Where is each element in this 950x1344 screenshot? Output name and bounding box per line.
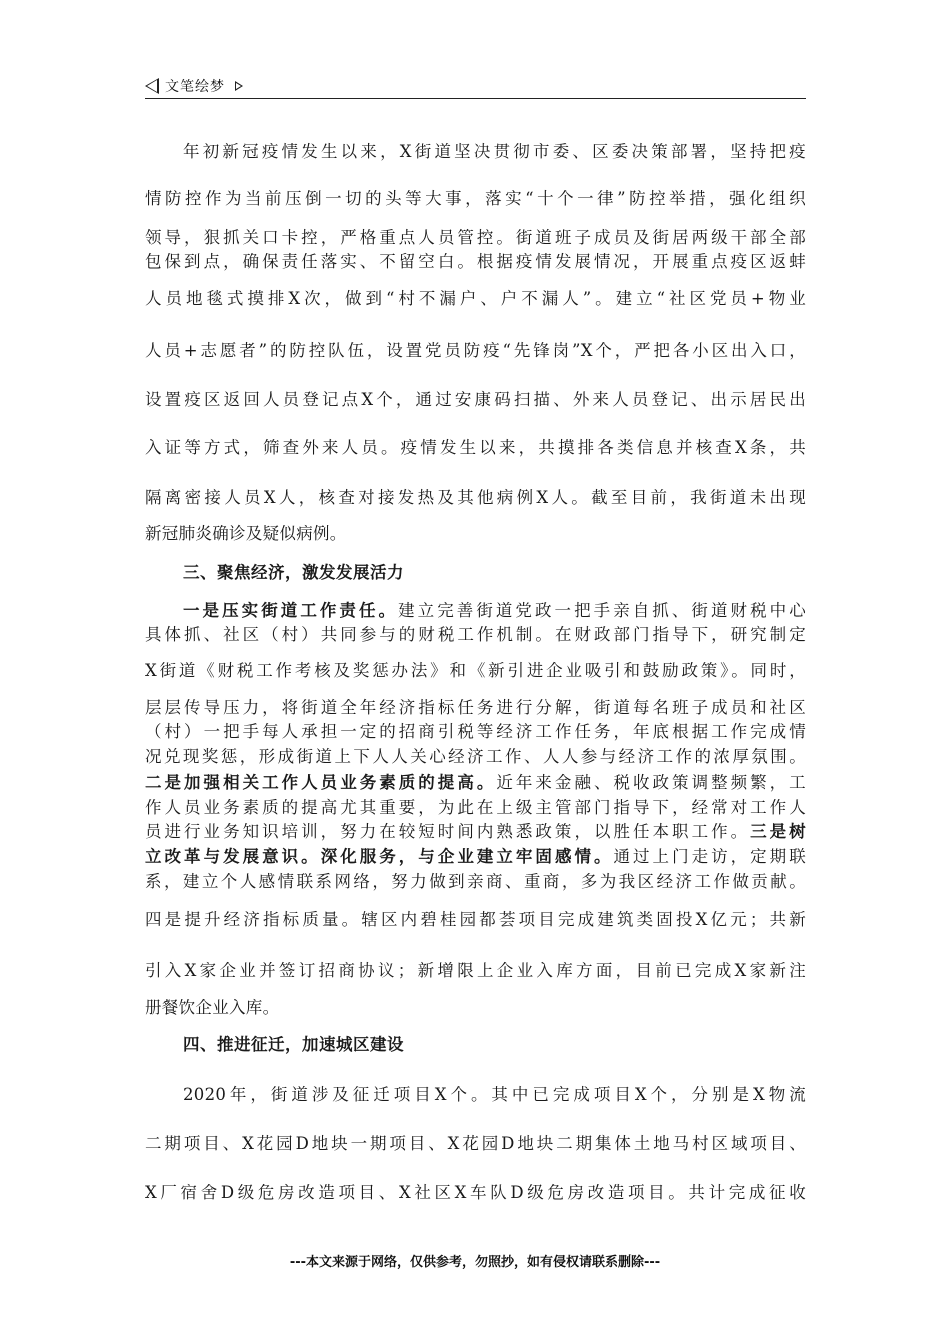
- text-line: 年初新冠疫情发生以来，X街道坚决贯彻市委、区委决策部署，坚持把疫: [183, 142, 806, 161]
- text-line: [183, 601, 806, 621]
- text-line: 层层传导压力，将街道全年经济指标任务进行分解，街道每名班子成员和社区: [145, 698, 806, 717]
- text-line: X厂宿舍D级危房改造项目、X社区X车队D级危房改造项目。共计完成征收: [145, 1183, 806, 1202]
- section-heading-economy: 三、聚焦经济，激发发展活力: [183, 563, 404, 582]
- text-line: 新冠肺炎确诊及疑似病例。: [145, 524, 347, 543]
- text-line: 系，建立个人感情联系网络，努力做到亲商、重商，多为我区经济工作做贡献。: [145, 872, 806, 891]
- text-line: 引入X家企业并签订招商协议；新增限上企业入库方面，目前已完成X家新注: [145, 961, 806, 980]
- bold-phrase: 立改革与发展意识。深化服务，与企业建立牢固感情。: [145, 847, 614, 866]
- header-brand: 文笔绘梦: [165, 79, 225, 95]
- text-line: [145, 773, 806, 793]
- triangle-left-icon: [145, 78, 159, 94]
- section-heading-relocation: 四、推进征迁，加速城区建设: [183, 1035, 404, 1054]
- text-line: [145, 822, 806, 842]
- text-line: [145, 847, 806, 867]
- triangle-right-icon: [235, 81, 243, 91]
- text-line: 包保到点，确保责任落实、不留空白。根据疫情发展情况，开展重点疫区返蚌: [145, 252, 806, 271]
- text-span: 建立完善街道党政一把手亲自抓、街道财税中心: [398, 601, 806, 620]
- page-footer-disclaimer: ---本文来源于网络，仅供参考，勿照抄，如有侵权请联系删除---: [289, 1255, 661, 1270]
- text-line: 2020年，街道涉及征迁项目X个。其中已完成项目X个，分别是X物流: [183, 1085, 806, 1104]
- page-header: [145, 74, 806, 98]
- text-line: 设置疫区返回人员登记点X个，通过安康码扫描、外来人员登记、出示居民出: [145, 390, 806, 409]
- header-divider: [145, 98, 806, 99]
- text-line: X街道《财税工作考核及奖惩办法》和《新引进企业吸引和鼓励政策》。同时，: [145, 661, 806, 680]
- text-line: 人员+志愿者”的防控队伍，设置党员防疫“先锋岗”X个，严把各小区出入口，: [145, 341, 806, 360]
- text-line: （村）一把手每人承担一定的招商引税等经济工作任务，年底根据工作完成情: [145, 722, 806, 741]
- bold-phrase: 一是压实街道工作责任。: [183, 601, 399, 620]
- text-span: 近年来金融、税收政策调整频繁，工: [496, 773, 806, 792]
- text-span: 员进行业务知识培训，努力在较短时间内熟悉政策，以胜任本职工作。: [145, 822, 751, 841]
- text-line: 人员地毯式摸排X次，做到“村不漏户、户不漏人”。建立“社区党员+物业: [145, 289, 806, 308]
- text-line: 况兑现奖惩，形成街道上下人人关心经济工作、人人参与经济工作的浓厚氛围。: [145, 747, 806, 766]
- text-line: 册餐饮企业入库。: [145, 998, 280, 1017]
- text-line: 二期项目、X花园D地块一期项目、X花园D地块二期集体土地马村区域项目、: [145, 1134, 806, 1153]
- text-line: 四是提升经济指标质量。辖区内碧桂园都荟项目完成建筑类固投X亿元；共新: [145, 910, 806, 929]
- text-line: 隔离密接人员X人，核查对接发热及其他病例X人。截至目前，我街道未出现: [145, 488, 806, 507]
- text-line: 具体抓、社区（村）共同参与的财税工作机制。在财政部门指导下，研究制定: [145, 625, 806, 644]
- bold-phrase: 三是树: [750, 822, 806, 841]
- text-line: 情防控作为当前压倒一切的头等大事，落实“十个一律”防控举措，强化组织: [145, 189, 806, 208]
- text-line: 入证等方式，筛查外来人员。疫情发生以来，共摸排各类信息并核查X条，共: [145, 438, 806, 457]
- text-line: 领导，狠抓关口卡控，严格重点人员管控。街道班子成员及街居两级干部全部: [145, 228, 806, 247]
- text-span: 通过上门走访，定期联: [613, 847, 807, 866]
- bold-phrase: 二是加强相关工作人员业务素质的提高。: [145, 773, 497, 792]
- text-line: 作人员业务素质的提高尤其重要，为此在上级主管部门指导下，经常对工作人: [145, 798, 806, 817]
